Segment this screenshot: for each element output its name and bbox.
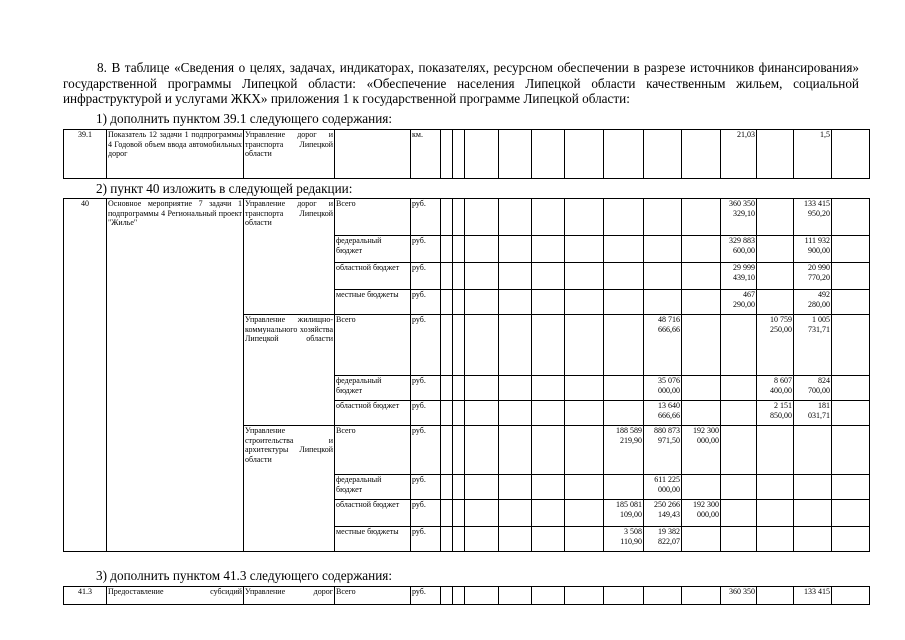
value-cell: 3 508 110,90: [604, 527, 644, 552]
unit: руб.: [411, 426, 441, 475]
source-local: местные бюджеты: [335, 290, 411, 315]
table-row: [64, 130, 870, 179]
unit: руб.: [411, 500, 441, 527]
value-cell: 8 607 400,00: [757, 376, 794, 401]
table-row: [64, 587, 870, 605]
row-name: Показатель 12 задачи 1 подпрограммы 4 Годовой объем ввода автомобильных дорог: [107, 130, 244, 179]
item-2-heading: 2) пункт 40 изложить в следующей редакции:: [96, 181, 353, 196]
value-cell: 611 225 000,00: [644, 475, 682, 500]
source-total: Всего: [335, 426, 411, 475]
item-3-heading: 3) дополнить пунктом 41.3 следующего содержания:: [96, 568, 393, 583]
table-row: [64, 199, 870, 236]
unit: руб.: [411, 475, 441, 500]
table-40: [63, 198, 870, 552]
unit: руб.: [411, 527, 441, 552]
value-cell: 250 266 149,43: [644, 500, 682, 527]
source-regional: областной бюджет: [335, 500, 411, 527]
row-number: 41.3: [64, 587, 107, 605]
value-cell: 20 990 770,20: [794, 263, 832, 290]
value-cell: 185 081 109,00: [604, 500, 644, 527]
value-cell: 360 350: [721, 587, 757, 605]
row-unit: руб.: [411, 587, 441, 605]
source-regional: областной бюджет: [335, 401, 411, 426]
row-number: 39.1: [64, 130, 107, 179]
row-name: Предоставление субсидий: [107, 587, 244, 605]
value-cell: 1,5: [794, 130, 832, 179]
row-source: [335, 130, 411, 179]
source-regional: областной бюджет: [335, 263, 411, 290]
value-cell: 329 883 600,00: [721, 236, 757, 263]
value-cell: 192 300 000,00: [682, 426, 721, 475]
source-total: Всего: [335, 315, 411, 376]
value-cell: 492 280,00: [794, 290, 832, 315]
value-cell: 13 640 666,66: [644, 401, 682, 426]
value-cell: 880 873 971,50: [644, 426, 682, 475]
unit: руб.: [411, 376, 441, 401]
executor-housing: Управление жилищно-коммунального хозяйства Липецкой области: [244, 315, 335, 426]
value-cell: 181 031,71: [794, 401, 832, 426]
value-cell: 360 350 329,10: [721, 199, 757, 236]
unit: руб.: [411, 401, 441, 426]
row-source: Всего: [335, 587, 411, 605]
value-cell: 35 076 000,00: [644, 376, 682, 401]
unit: руб.: [411, 263, 441, 290]
value-cell: 2 151 850,00: [757, 401, 794, 426]
executor-roads: Управление дорог и транспорта Липецкой области: [244, 199, 335, 315]
value-cell: 824 700,00: [794, 376, 832, 401]
value-cell: 467 290,00: [721, 290, 757, 315]
row-name: Основное мероприятие 7 задачи 1 подпрограммы 4 Региональный проект "Жилье": [107, 199, 244, 552]
unit: руб.: [411, 290, 441, 315]
value-cell: 29 999 439,10: [721, 263, 757, 290]
row-number: 40: [64, 199, 107, 552]
row-executor: Управление дорог и транспорта Липецкой области: [244, 130, 335, 179]
value-cell: 21,03: [721, 130, 757, 179]
executor-construction: Управление строительства и архитектуры Липецкой области: [244, 426, 335, 552]
value-cell: 133 415 950,20: [794, 199, 832, 236]
value-cell: 188 589 219,90: [604, 426, 644, 475]
value-cell: 111 932 900,00: [794, 236, 832, 263]
paragraph-8-text: 8. В таблице «Сведения о целях, задачах, индикаторах, показателях, ресурсном обеспечении в разрезе источников финансирования» государственной программы Липецкой области: «Обеспечение населения Липецкой области качественным жильем, социальной инфраструктурой и услугами ЖКХ» приложения 1 к государственной программе Липецкой области:: [63, 60, 859, 106]
value-cell: 1 005 731,71: [794, 315, 832, 376]
value-cell: 48 716 666,66: [644, 315, 682, 376]
table-41-3: [63, 586, 870, 605]
table-39-1: [63, 129, 870, 179]
unit: руб.: [411, 236, 441, 263]
paragraph-8: [63, 60, 859, 107]
item-1-heading: 1) дополнить пунктом 39.1 следующего содержания:: [96, 111, 393, 126]
source-total: Всего: [335, 199, 411, 236]
unit: руб.: [411, 199, 441, 236]
source-federal: федеральный бюджет: [335, 236, 411, 263]
source-federal: федеральный бюджет: [335, 376, 411, 401]
unit: руб.: [411, 315, 441, 376]
value-cell: 10 759 250,00: [757, 315, 794, 376]
value-cell: 133 415: [794, 587, 832, 605]
value-cell: 192 300 000,00: [682, 500, 721, 527]
row-unit: км.: [411, 130, 441, 179]
source-local: местные бюджеты: [335, 527, 411, 552]
source-federal: федеральный бюджет: [335, 475, 411, 500]
row-executor: Управление дорог: [244, 587, 335, 605]
value-cell: 19 382 822,07: [644, 527, 682, 552]
